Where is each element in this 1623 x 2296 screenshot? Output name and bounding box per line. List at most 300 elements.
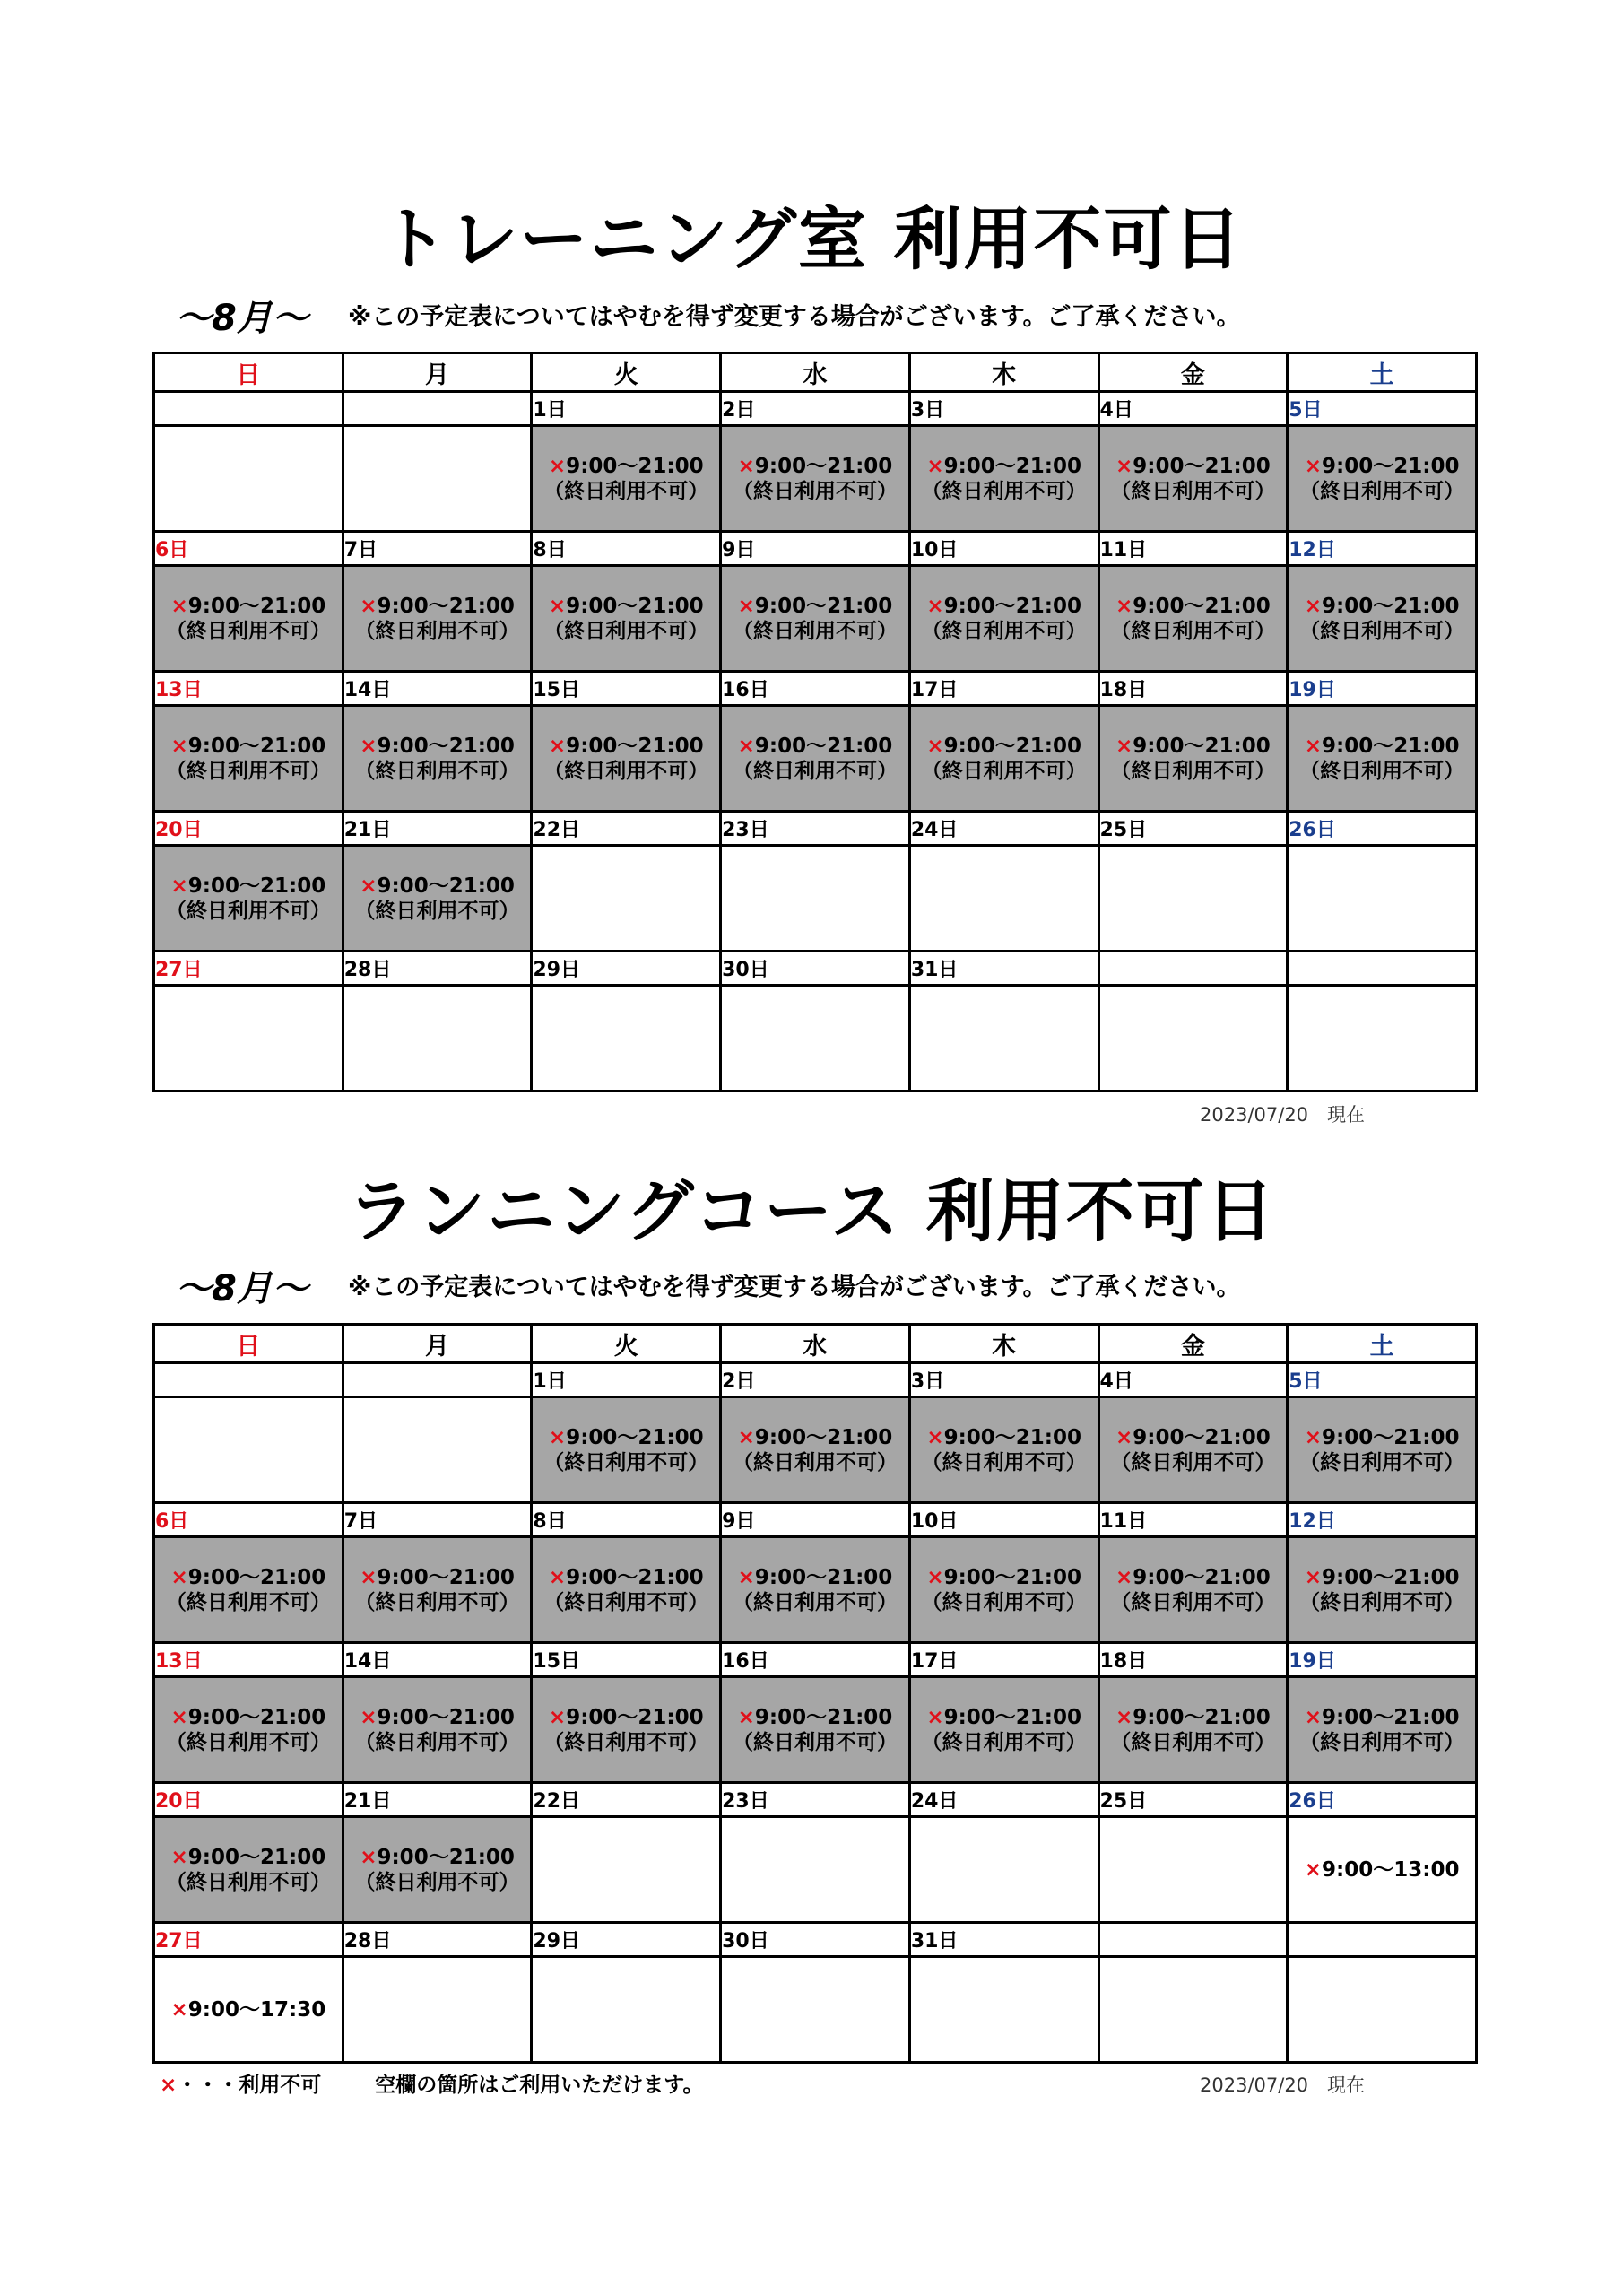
date-label: 6日: [154, 1503, 343, 1537]
date-label: 28日: [343, 952, 532, 986]
date-label: 6日: [154, 532, 343, 566]
available-cell: [721, 1817, 910, 1923]
all-day-note: （終日利用不可）: [354, 1870, 520, 1894]
unavailable-cell: [532, 706, 721, 812]
time-range: [1100, 1425, 1287, 1450]
date-label: 15日: [532, 1643, 721, 1677]
date-label: 2日: [721, 1363, 910, 1397]
weekday-header: 日: [154, 1325, 343, 1363]
all-day-note: （終日利用不可）: [1299, 619, 1465, 643]
unavailable-cell: [909, 566, 1098, 672]
date-label: 29日: [532, 952, 721, 986]
unavailable-mark: ×: [737, 1425, 755, 1449]
available-cell: [343, 1397, 532, 1503]
available-cell: [154, 1397, 343, 1503]
date-label: 28日: [343, 1923, 532, 1957]
as-of-date: 2023/07/20 現在: [1200, 1104, 1366, 1126]
month-label: ～8月～: [176, 298, 308, 339]
unavailable-mark: ×: [1304, 1425, 1323, 1449]
time-text: 9:00～21:00: [943, 734, 1082, 758]
schedule-row: [154, 706, 1477, 812]
all-day-note: （終日利用不可）: [1110, 1590, 1276, 1614]
unavailable-cell: [909, 706, 1098, 812]
schedule-row: [154, 1537, 1477, 1643]
available-cell: [532, 986, 721, 1091]
time-range: [1289, 1425, 1475, 1450]
time-text: 9:00～21:00: [377, 1845, 515, 1869]
unavailable-cell: [1098, 566, 1288, 672]
time-range: [533, 1565, 719, 1590]
time-range: [911, 594, 1098, 619]
time-text: 9:00～21:00: [377, 1565, 515, 1589]
unavailable-cell: [721, 1397, 910, 1503]
date-label: 14日: [343, 1643, 532, 1677]
unavailable-mark: ×: [737, 1705, 755, 1729]
date-label: 1日: [532, 392, 721, 426]
month-label: ～8月～: [176, 1268, 308, 1309]
date-label: 3日: [909, 392, 1098, 426]
time-text: 9:00～21:00: [187, 594, 326, 618]
time-text: 9:00～21:00: [1322, 594, 1460, 618]
unavailable-mark: ×: [1304, 1705, 1323, 1729]
weekday-header: 火: [532, 353, 721, 392]
all-day-note: （終日利用不可）: [732, 479, 898, 503]
unavailable-cell: [721, 426, 910, 532]
time-range: [722, 1705, 908, 1730]
date-label: 21日: [343, 1783, 532, 1817]
unavailable-mark: ×: [170, 1565, 188, 1589]
time-text: 9:00～21:00: [1133, 1425, 1271, 1449]
date-label: 13日: [154, 672, 343, 706]
date-label: 25日: [1098, 1783, 1288, 1817]
unavailable-cell: [909, 1537, 1098, 1643]
all-day-note: （終日利用不可）: [165, 1730, 331, 1754]
unavailable-mark: ×: [1304, 594, 1323, 618]
unavailable-mark: ×: [360, 734, 378, 758]
weekday-header: 火: [532, 1325, 721, 1363]
page-title: トレーニング室 利用不可日: [379, 199, 1244, 279]
unavailable-mark: ×: [548, 454, 567, 478]
time-range: [344, 1705, 531, 1730]
time-range: [911, 734, 1098, 759]
unavailable-cell: [154, 566, 343, 672]
unavailable-cell: [721, 706, 910, 812]
time-text: 9:00～21:00: [1133, 594, 1271, 618]
unavailable-cell: [343, 706, 532, 812]
time-text: 9:00～21:00: [187, 874, 326, 898]
unavailable-mark: ×: [737, 594, 755, 618]
unavailable-cell: [909, 1397, 1098, 1503]
date-label: 18日: [1098, 672, 1288, 706]
time-text: 9:00～21:00: [566, 454, 704, 478]
unavailable-cell: [1098, 1677, 1288, 1783]
unavailable-cell: [154, 1817, 343, 1923]
all-day-note: （終日利用不可）: [732, 1730, 898, 1754]
available-cell: [532, 846, 721, 952]
all-day-note: （終日利用不可）: [354, 619, 520, 643]
unavailable-cell: [1098, 706, 1288, 812]
weekday-header: 月: [343, 353, 532, 392]
time-range: [344, 874, 531, 899]
unavailable-mark: ×: [1115, 454, 1133, 478]
unavailable-cell: [721, 1537, 910, 1643]
all-day-note: （終日利用不可）: [732, 619, 898, 643]
unavailable-mark: ×: [548, 1425, 567, 1449]
time-range: [1289, 1857, 1475, 1883]
available-cell: [721, 1957, 910, 2063]
date-label: 26日: [1288, 1783, 1477, 1817]
date-label: 13日: [154, 1643, 343, 1677]
all-day-note: （終日利用不可）: [921, 1590, 1087, 1614]
time-range: [533, 454, 719, 479]
all-day-note: （終日利用不可）: [1299, 1450, 1465, 1474]
time-range: [344, 734, 531, 759]
time-text: 9:00～21:00: [754, 1565, 893, 1589]
all-day-note: （終日利用不可）: [543, 479, 709, 503]
time-text: 9:00～21:00: [377, 594, 515, 618]
as-of-date: 2023/07/20 現在: [1200, 2074, 1366, 2096]
available-cell: [909, 846, 1098, 952]
all-day-note: （終日利用不可）: [921, 1450, 1087, 1474]
available-cell: [721, 846, 910, 952]
date-label: 10日: [909, 532, 1098, 566]
unavailable-mark: ×: [1115, 734, 1133, 758]
unavailable-mark: ×: [737, 1565, 755, 1589]
schedule-row: [154, 1817, 1477, 1923]
time-range: [1100, 734, 1287, 759]
time-range: [533, 594, 719, 619]
available-cell: [532, 1817, 721, 1923]
time-range: [1289, 734, 1475, 759]
unavailable-cell: [909, 1677, 1098, 1783]
unavailable-mark: ×: [360, 594, 378, 618]
date-label: 24日: [909, 812, 1098, 846]
date-label: 12日: [1288, 532, 1477, 566]
date-label: 3日: [909, 1363, 1098, 1397]
available-cell: [1098, 986, 1288, 1091]
unavailable-cell: [1098, 426, 1288, 532]
date-label: 4日: [1098, 1363, 1288, 1397]
time-text: 9:00～21:00: [1133, 1565, 1271, 1589]
weekday-header: 土: [1288, 1325, 1477, 1363]
time-range: [722, 594, 908, 619]
unavailable-cell: [1098, 1537, 1288, 1643]
time-range: [155, 734, 342, 759]
all-day-note: （終日利用不可）: [1110, 479, 1276, 503]
date-label: 19日: [1288, 1643, 1477, 1677]
date-label: 18日: [1098, 1643, 1288, 1677]
date-label: 7日: [343, 532, 532, 566]
date-label: 21日: [343, 812, 532, 846]
date-label: 22日: [532, 1783, 721, 1817]
unavailable-cell: [343, 846, 532, 952]
date-label: 14日: [343, 672, 532, 706]
date-row: [154, 1923, 1477, 1957]
unavailable-mark: ×: [360, 1705, 378, 1729]
date-label: 1日: [532, 1363, 721, 1397]
date-row: [154, 392, 1477, 426]
date-label: 9日: [721, 1503, 910, 1537]
time-range: [155, 874, 342, 899]
all-day-note: （終日利用不可）: [921, 479, 1087, 503]
weekday-header-row: [154, 353, 1477, 392]
time-text: 9:00～21:00: [754, 1425, 893, 1449]
all-day-note: （終日利用不可）: [1110, 1730, 1276, 1754]
time-text: 9:00～21:00: [1133, 454, 1271, 478]
time-range: [155, 1997, 342, 2022]
time-range: [344, 1845, 531, 1870]
time-range: [911, 1565, 1098, 1590]
all-day-note: （終日利用不可）: [165, 619, 331, 643]
all-day-note: （終日利用不可）: [165, 899, 331, 923]
partial-unavailable-cell: [154, 1957, 343, 2063]
time-text: 9:00～21:00: [566, 1705, 704, 1729]
time-range: [911, 454, 1098, 479]
unavailable-mark: ×: [548, 594, 567, 618]
time-text: 9:00～21:00: [754, 734, 893, 758]
date-label: [154, 1363, 343, 1397]
time-range: [533, 734, 719, 759]
all-day-note: （終日利用不可）: [1299, 479, 1465, 503]
time-text: 9:00～21:00: [943, 594, 1082, 618]
unavailable-mark: ×: [1115, 1705, 1133, 1729]
date-label: 22日: [532, 812, 721, 846]
date-row: [154, 532, 1477, 566]
time-range: [1289, 594, 1475, 619]
date-label: 5日: [1288, 1363, 1477, 1397]
time-range: [1100, 1705, 1287, 1730]
unavailable-cell: [1288, 706, 1477, 812]
all-day-note: （終日利用不可）: [1110, 619, 1276, 643]
weekday-header: 水: [721, 1325, 910, 1363]
all-day-note: （終日利用不可）: [354, 1730, 520, 1754]
unavailable-cell: [532, 426, 721, 532]
time-text: 9:00～21:00: [566, 1565, 704, 1589]
all-day-note: （終日利用不可）: [354, 899, 520, 923]
weekday-header: 木: [909, 1325, 1098, 1363]
date-label: 27日: [154, 952, 343, 986]
date-label: 2日: [721, 392, 910, 426]
calendar-table: [152, 352, 1478, 1092]
time-range: [533, 1425, 719, 1450]
time-range: [533, 1705, 719, 1730]
unavailable-mark: ×: [926, 1565, 944, 1589]
all-day-note: （終日利用不可）: [543, 759, 709, 783]
date-label: 27日: [154, 1923, 343, 1957]
unavailable-cell: [721, 1677, 910, 1783]
weekday-header: 土: [1288, 353, 1477, 392]
time-text: 9:00～21:00: [754, 594, 893, 618]
unavailable-mark: ×: [1304, 734, 1323, 758]
date-label: 31日: [909, 952, 1098, 986]
unavailable-mark: ×: [926, 1705, 944, 1729]
unavailable-mark: ×: [170, 1845, 188, 1869]
schedule-row: [154, 846, 1477, 952]
unavailable-cell: [721, 566, 910, 672]
time-text: 9:00～21:00: [187, 1705, 326, 1729]
unavailable-mark: ×: [170, 874, 188, 898]
unavailable-cell: [343, 1677, 532, 1783]
unavailable-cell: [154, 706, 343, 812]
unavailable-mark: ×: [548, 1565, 567, 1589]
time-text: 9:00～21:00: [1322, 1705, 1460, 1729]
unavailable-mark: ×: [1304, 1565, 1323, 1589]
unavailable-cell: [154, 846, 343, 952]
time-range: [1100, 1565, 1287, 1590]
unavailable-mark: ×: [1115, 1565, 1133, 1589]
time-range: [155, 594, 342, 619]
date-label: 4日: [1098, 392, 1288, 426]
time-range: [911, 1705, 1098, 1730]
unavailable-cell: [1288, 566, 1477, 672]
unavailable-mark: ×: [1115, 594, 1133, 618]
time-range: [1289, 1705, 1475, 1730]
date-label: [1288, 1923, 1477, 1957]
notice-text: ※この予定表についてはやむを得ず変更する場合がございます。ご了承ください。: [348, 1274, 1241, 1301]
time-range: [911, 1425, 1098, 1450]
time-text: 9:00～21:00: [377, 1705, 515, 1729]
all-day-note: （終日利用不可）: [921, 619, 1087, 643]
date-label: 8日: [532, 1503, 721, 1537]
available-cell: [154, 986, 343, 1091]
all-day-note: （終日利用不可）: [543, 1450, 709, 1474]
unavailable-mark: ×: [737, 454, 755, 478]
date-label: 11日: [1098, 1503, 1288, 1537]
available-cell: [721, 986, 910, 1091]
time-text: 9:00～21:00: [566, 594, 704, 618]
time-text: 9:00～21:00: [943, 1425, 1082, 1449]
date-label: 15日: [532, 672, 721, 706]
time-range: [1289, 454, 1475, 479]
weekday-header: 金: [1098, 1325, 1288, 1363]
date-label: [1288, 952, 1477, 986]
date-label: [1098, 1923, 1288, 1957]
time-range: [155, 1845, 342, 1870]
unavailable-mark: ×: [170, 734, 188, 758]
schedule-row: [154, 1397, 1477, 1503]
unavailable-cell: [343, 1537, 532, 1643]
unavailable-mark: ×: [360, 1845, 378, 1869]
time-range: [344, 1565, 531, 1590]
unavailable-mark: ×: [926, 734, 944, 758]
available-cell: [1288, 1957, 1477, 2063]
unavailable-cell: [532, 1537, 721, 1643]
date-row: [154, 1363, 1477, 1397]
time-text: 9:00～21:00: [1322, 1425, 1460, 1449]
all-day-note: （終日利用不可）: [921, 759, 1087, 783]
unavailable-mark: ×: [1115, 1425, 1133, 1449]
time-text: 9:00～21:00: [566, 734, 704, 758]
date-label: 20日: [154, 812, 343, 846]
legend-text: ・・・利用不可: [177, 2074, 322, 2097]
date-label: 31日: [909, 1923, 1098, 1957]
date-row: [154, 672, 1477, 706]
available-cell: [343, 986, 532, 1091]
time-text: 9:00～21:00: [943, 1565, 1082, 1589]
available-cell: [1098, 1817, 1288, 1923]
schedule-row: [154, 986, 1477, 1091]
date-label: 11日: [1098, 532, 1288, 566]
unavailable-mark: ×: [360, 874, 378, 898]
date-row: [154, 1783, 1477, 1817]
all-day-note: （終日利用不可）: [921, 1730, 1087, 1754]
date-label: 30日: [721, 1923, 910, 1957]
time-text: 9:00～21:00: [566, 1425, 704, 1449]
date-label: 7日: [343, 1503, 532, 1537]
date-row: [154, 1643, 1477, 1677]
unavailable-mark: ×: [926, 1425, 944, 1449]
date-label: 25日: [1098, 812, 1288, 846]
unavailable-cell: [532, 1397, 721, 1503]
unavailable-cell: [343, 566, 532, 672]
all-day-note: （終日利用不可）: [1110, 1450, 1276, 1474]
time-text: 9:00～21:00: [187, 1565, 326, 1589]
available-cell: [909, 1957, 1098, 2063]
time-text: 9:00～17:30: [187, 1997, 326, 2022]
all-day-note: （終日利用不可）: [1299, 759, 1465, 783]
date-label: 17日: [909, 1643, 1098, 1677]
unavailable-cell: [1288, 426, 1477, 532]
time-text: 9:00～21:00: [754, 454, 893, 478]
unavailable-cell: [1288, 1537, 1477, 1643]
time-text: 9:00～21:00: [754, 1705, 893, 1729]
date-label: 9日: [721, 532, 910, 566]
date-label: 16日: [721, 1643, 910, 1677]
unavailable-mark: ×: [926, 454, 944, 478]
all-day-note: （終日利用不可）: [732, 759, 898, 783]
time-text: 9:00～21:00: [943, 1705, 1082, 1729]
time-text: 9:00～13:00: [1322, 1857, 1460, 1882]
all-day-note: （終日利用不可）: [165, 759, 331, 783]
unavailable-mark: ×: [1304, 1857, 1323, 1882]
weekday-header-row: [154, 1325, 1477, 1363]
available-cell: [1288, 846, 1477, 952]
time-range: [722, 1425, 908, 1450]
time-text: 9:00～21:00: [1133, 734, 1271, 758]
unavailable-cell: [1098, 1397, 1288, 1503]
date-label: 16日: [721, 672, 910, 706]
unavailable-cell: [343, 1817, 532, 1923]
calendar-table: [152, 1323, 1478, 2064]
page-title: ランニングコース 利用不可日: [347, 1171, 1276, 1251]
date-label: 30日: [721, 952, 910, 986]
all-day-note: （終日利用不可）: [354, 759, 520, 783]
time-text: 9:00～21:00: [1322, 734, 1460, 758]
time-range: [722, 734, 908, 759]
unavailable-cell: [1288, 1677, 1477, 1783]
date-row: [154, 1503, 1477, 1537]
unavailable-cell: [532, 1677, 721, 1783]
unavailable-mark: ×: [170, 594, 188, 618]
all-day-note: （終日利用不可）: [1299, 1590, 1465, 1614]
available-cell: [909, 1817, 1098, 1923]
available-cell: [532, 1957, 721, 2063]
date-label: [154, 392, 343, 426]
available-cell: [909, 986, 1098, 1091]
available-cell: [343, 1957, 532, 2063]
available-cell: [343, 426, 532, 532]
legend: [160, 2072, 703, 2099]
time-range: [344, 594, 531, 619]
date-row: [154, 812, 1477, 846]
date-label: 17日: [909, 672, 1098, 706]
all-day-note: （終日利用不可）: [165, 1870, 331, 1894]
unavailable-mark: ×: [926, 594, 944, 618]
unavailable-mark: ×: [170, 1705, 188, 1729]
time-text: 9:00～21:00: [187, 734, 326, 758]
date-label: 12日: [1288, 1503, 1477, 1537]
all-day-note: （終日利用不可）: [354, 1590, 520, 1614]
